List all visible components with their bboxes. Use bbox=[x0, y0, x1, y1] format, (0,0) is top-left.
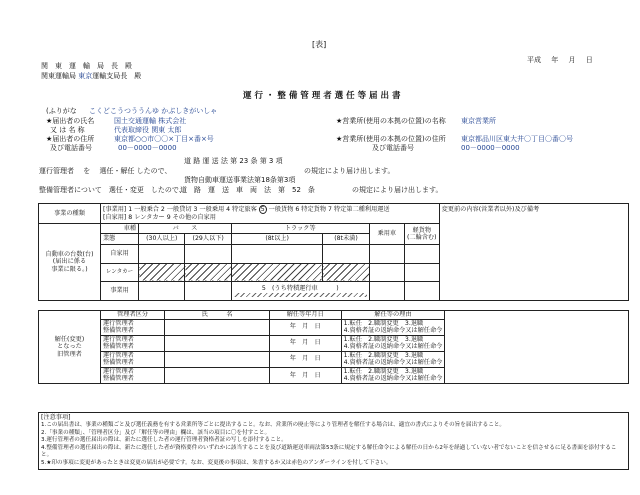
page-title: 運 行 ・ 整 備 管 理 者 選 任 等 届 出 書 bbox=[243, 91, 401, 101]
header-light-sub: (二輪含む) bbox=[406, 234, 437, 242]
row-private: 自家用 bbox=[101, 245, 139, 263]
spacer-band bbox=[39, 301, 629, 311]
vehicle-count-label-3: 事業に限る。) bbox=[51, 265, 88, 273]
manager-name-cell bbox=[165, 367, 270, 383]
manager-reason-cell bbox=[341, 319, 445, 335]
manager-date-cell: 年 月 日 bbox=[269, 335, 341, 351]
cell-private-light bbox=[404, 245, 438, 263]
header-manager-type: 管理者区分 bbox=[101, 311, 165, 319]
manager-blank-column bbox=[445, 311, 628, 319]
office-name-value: 東京営業所 bbox=[461, 117, 496, 125]
header-bus: バ ス bbox=[139, 224, 232, 233]
operation-manager-line: 運行管理者 を 選任・解任 したので、 bbox=[39, 167, 172, 175]
manager-date-cell: 年 月 日 bbox=[269, 319, 341, 335]
note-item: 3.運行管理者の選任届出の際は、新たに選任した者の運行管理者資格者証の写しを添付すること。 bbox=[41, 437, 287, 444]
cell-business-bus-large bbox=[139, 282, 185, 300]
notice-text-2: の規定により届け出します。 bbox=[352, 186, 443, 194]
manager-type-cell bbox=[101, 319, 165, 335]
table-row bbox=[101, 351, 628, 367]
manager-blank-column bbox=[445, 335, 628, 351]
table-row bbox=[101, 335, 628, 351]
former-manager-label bbox=[39, 311, 101, 384]
header-manager-name: 氏 名 bbox=[165, 311, 270, 319]
header-vehicle: 車種 bbox=[101, 224, 139, 233]
addressee-line2 bbox=[41, 72, 141, 81]
vehicle-table bbox=[101, 224, 439, 300]
notes-box bbox=[38, 412, 629, 470]
manager-type-cell bbox=[101, 335, 165, 351]
header-bus-large: (30人以上) bbox=[139, 233, 185, 245]
date-year: 年 bbox=[551, 56, 559, 64]
applicant-phone-value: 00－0000－0000 bbox=[118, 144, 177, 152]
former-manager-label-3: 旧管理者 bbox=[57, 350, 82, 358]
header-truck: トラック等 bbox=[231, 224, 369, 233]
addressee-line1: 関 東 運 輸 局 長 殿 bbox=[41, 62, 132, 70]
office-phone-label: 及び電話番号 bbox=[372, 144, 414, 152]
manager-type-maintenance: 整備管理者 bbox=[102, 375, 134, 383]
office-phone-value: 00－0000－0000 bbox=[461, 144, 520, 152]
maintenance-manager-line: 整備管理者について 選任・変更 したので、 bbox=[39, 186, 186, 194]
law-freight: 貨物自動車運送事業法第18条第3項 bbox=[184, 176, 296, 184]
hatched-cell bbox=[185, 263, 231, 281]
former-manager-label-2: となった bbox=[57, 343, 82, 351]
form-id: [表] bbox=[312, 40, 327, 49]
manager-name-cell bbox=[165, 319, 270, 335]
change-remarks-label: 変更前の内容(営業者以外)及び備考 bbox=[441, 206, 540, 213]
business-kinds-part1: [事業用] 1 一般乗合 2 一般貸切 3 一般乗用 4 特定旅客 bbox=[102, 206, 259, 214]
manager-reason-cell bbox=[341, 335, 445, 351]
manager-blank-column bbox=[445, 319, 628, 335]
law-road-transport: 道 路 運 送 法 第 23 条 第 3 項 bbox=[184, 157, 283, 165]
date-month: 月 bbox=[568, 56, 576, 64]
business-kinds-part2: 一般貨物 6 特定貨物 7 特定第二種利用運送 bbox=[266, 206, 390, 214]
date-era: 平成 bbox=[527, 56, 541, 64]
note-item: 4.整備管理者の選任届出の際は、新たに選任した者が資格要件のいずれかに該当することを及び道路運送車両法第53条に規定する解任命令による解任の日から2年を経過していない者でないことを信させるに足る書面を添付すること。 bbox=[41, 444, 617, 459]
reason-options-1: 1.転任 2.職制変更 3.退職 bbox=[343, 367, 424, 375]
row-business: 事業用 bbox=[101, 282, 139, 300]
header-dismissal-reason: 解任等の理由 bbox=[341, 311, 445, 319]
furigana-value: こくどこうつううんゆ かぶしきがいしゃ bbox=[88, 107, 218, 115]
business-kinds bbox=[100, 204, 439, 224]
cell-private-truck-large bbox=[231, 245, 322, 263]
manager-type-cell bbox=[101, 351, 165, 367]
cell-private-bus-large bbox=[139, 245, 185, 263]
hatched-cell bbox=[231, 263, 322, 281]
cell-business-light bbox=[404, 282, 438, 300]
office-name-label: ★営業所(使用の本拠の位置)の名称 bbox=[336, 117, 446, 125]
header-truck-large: (8t以上) bbox=[231, 233, 322, 245]
manager-type-operation: 運行管理者 bbox=[102, 335, 134, 343]
manager-type-operation: 運行管理者 bbox=[102, 367, 134, 375]
cell-private-truck-small bbox=[323, 245, 369, 263]
manager-reason-cell bbox=[341, 367, 445, 383]
hatched-underline bbox=[234, 293, 367, 297]
header-bus-small: (29人以下) bbox=[185, 233, 231, 245]
manager-table-cell bbox=[100, 311, 628, 384]
notes-heading: [注意事項] bbox=[41, 414, 71, 421]
header-car: 乗用車 bbox=[369, 224, 404, 245]
cell-business-car bbox=[369, 282, 404, 300]
law-vehicle: 道 路 運 送 車 両 法 第 52 条 bbox=[180, 186, 315, 194]
cell-private-car bbox=[369, 245, 404, 263]
manager-name-cell bbox=[165, 335, 270, 351]
manager-type-maintenance: 整備管理者 bbox=[102, 359, 134, 366]
date-day: 日 bbox=[585, 56, 593, 64]
manager-date-cell: 年 月 日 bbox=[269, 367, 341, 383]
header-light-label: 軽貨物 bbox=[412, 226, 432, 234]
business-kinds-private: [自家用] 8 レンタカー 9 その他の自家用 bbox=[102, 214, 216, 222]
former-manager-label-1: 解任(変更) bbox=[54, 335, 85, 343]
main-form-table bbox=[38, 203, 629, 384]
selected-kind-circle: 5 bbox=[260, 206, 265, 214]
applicant-corp-label: 又 は 名 称 bbox=[50, 126, 85, 134]
business-kind-label: 事業の種類 bbox=[39, 204, 101, 224]
applicant-representative: 代表取締役 関東 太郎 bbox=[114, 126, 182, 134]
note-item: 1.この届出書は、事業の種類ごと及び選任義務を有する営業所等ごとに提出すること。なお、営業所の廃止等により管理者を解任する場合は、適宜の書式によりその旨を届出すること。 bbox=[41, 422, 506, 428]
table-row bbox=[101, 367, 628, 383]
change-remarks-cell bbox=[439, 204, 628, 301]
row-rental: レンタカー bbox=[101, 263, 139, 281]
addressee-bureau: 関東運輸局 bbox=[41, 72, 76, 80]
manager-blank-column bbox=[445, 367, 628, 383]
office-address-value: 東京都品川区東大井〇丁目〇番〇号 bbox=[461, 135, 573, 143]
header-light bbox=[404, 224, 438, 245]
manager-type-maintenance: 整備管理者 bbox=[102, 327, 134, 334]
header-business: 業態 bbox=[101, 233, 139, 245]
furigana-label: (ふりがな bbox=[46, 107, 77, 115]
reason-options-2: 4.資格者証の返納命令又は解任命令 bbox=[343, 327, 443, 334]
note-item: 5.★印の事項に変更があったときは変更の届出が必要です。なお、変更後の事項は、朱書するか又は赤色のアンダーラインを付して下さい。 bbox=[41, 459, 392, 466]
manager-table bbox=[101, 311, 628, 383]
header-truck-small: (8t未満) bbox=[323, 233, 369, 245]
hatched-cell bbox=[323, 263, 369, 281]
cell-rental-light bbox=[404, 263, 438, 281]
manager-date-cell: 年 月 日 bbox=[269, 351, 341, 367]
reason-options-2: 4.資格者証の返納命令又は解任命令 bbox=[343, 343, 443, 350]
cell-business-bus-small bbox=[185, 282, 231, 300]
reason-options-2: 4.資格者証の返納命令又は解任命令 bbox=[343, 375, 443, 383]
addressee-suffix: 運輸支局長 殿 bbox=[92, 72, 142, 80]
manager-reason-cell bbox=[341, 351, 445, 367]
office-address-label: ★営業所(使用の本拠の位置)の住所 bbox=[336, 135, 446, 143]
vehicle-count-label-2: (届出に係る bbox=[52, 258, 87, 266]
reason-options-1: 1.転任 2.職制変更 3.退職 bbox=[343, 319, 424, 327]
reason-options-1: 1.転任 2.職制変更 3.退職 bbox=[343, 335, 424, 343]
reason-options-2: 4.資格者証の返納命令又は解任命令 bbox=[343, 359, 443, 366]
table-row bbox=[101, 319, 628, 335]
manager-type-cell bbox=[101, 367, 165, 383]
applicant-address-label: ★届出者の住所 bbox=[46, 135, 95, 143]
applicant-address-value: 東京都○○市〇〇×丁目×番×号 bbox=[114, 135, 214, 143]
cell-business-truck bbox=[231, 282, 369, 300]
note-item: 2.「事業の種類」、「管理者区分」及び「解任等の理由」欄は、該当の項目に〇を付すこと。 bbox=[41, 429, 271, 436]
hatched-cell bbox=[139, 263, 185, 281]
furigana-row bbox=[46, 107, 217, 116]
reason-options-1: 1.転任 2.職制変更 3.退職 bbox=[343, 351, 424, 359]
notice-text-1: の規定により届け出します。 bbox=[304, 167, 395, 175]
applicant-name-label: ★届出者の氏名 bbox=[46, 117, 95, 125]
header-dismissal-date: 解任等年月日 bbox=[269, 311, 341, 319]
vehicle-count-label bbox=[39, 224, 101, 301]
manager-type-operation: 運行管理者 bbox=[102, 319, 134, 327]
date-line bbox=[527, 56, 593, 65]
vehicle-table-cell bbox=[100, 224, 439, 301]
applicant-name-value: 国土交通運輸 株式会社 bbox=[114, 117, 187, 125]
addressee-office: 東京 bbox=[78, 72, 93, 80]
applicant-phone-label: 及び電話番号 bbox=[50, 144, 92, 152]
vehicle-count-label-1: 自動車の台数(台) bbox=[45, 250, 94, 258]
cell-private-bus-small bbox=[185, 245, 231, 263]
manager-blank-column bbox=[445, 351, 628, 367]
manager-name-cell bbox=[165, 351, 270, 367]
business-truck-count: 5 (うち特積運行車 ) bbox=[261, 285, 339, 293]
cell-rental-car bbox=[369, 263, 404, 281]
manager-type-operation: 運行管理者 bbox=[102, 351, 134, 359]
manager-type-maintenance: 整備管理者 bbox=[102, 343, 134, 350]
